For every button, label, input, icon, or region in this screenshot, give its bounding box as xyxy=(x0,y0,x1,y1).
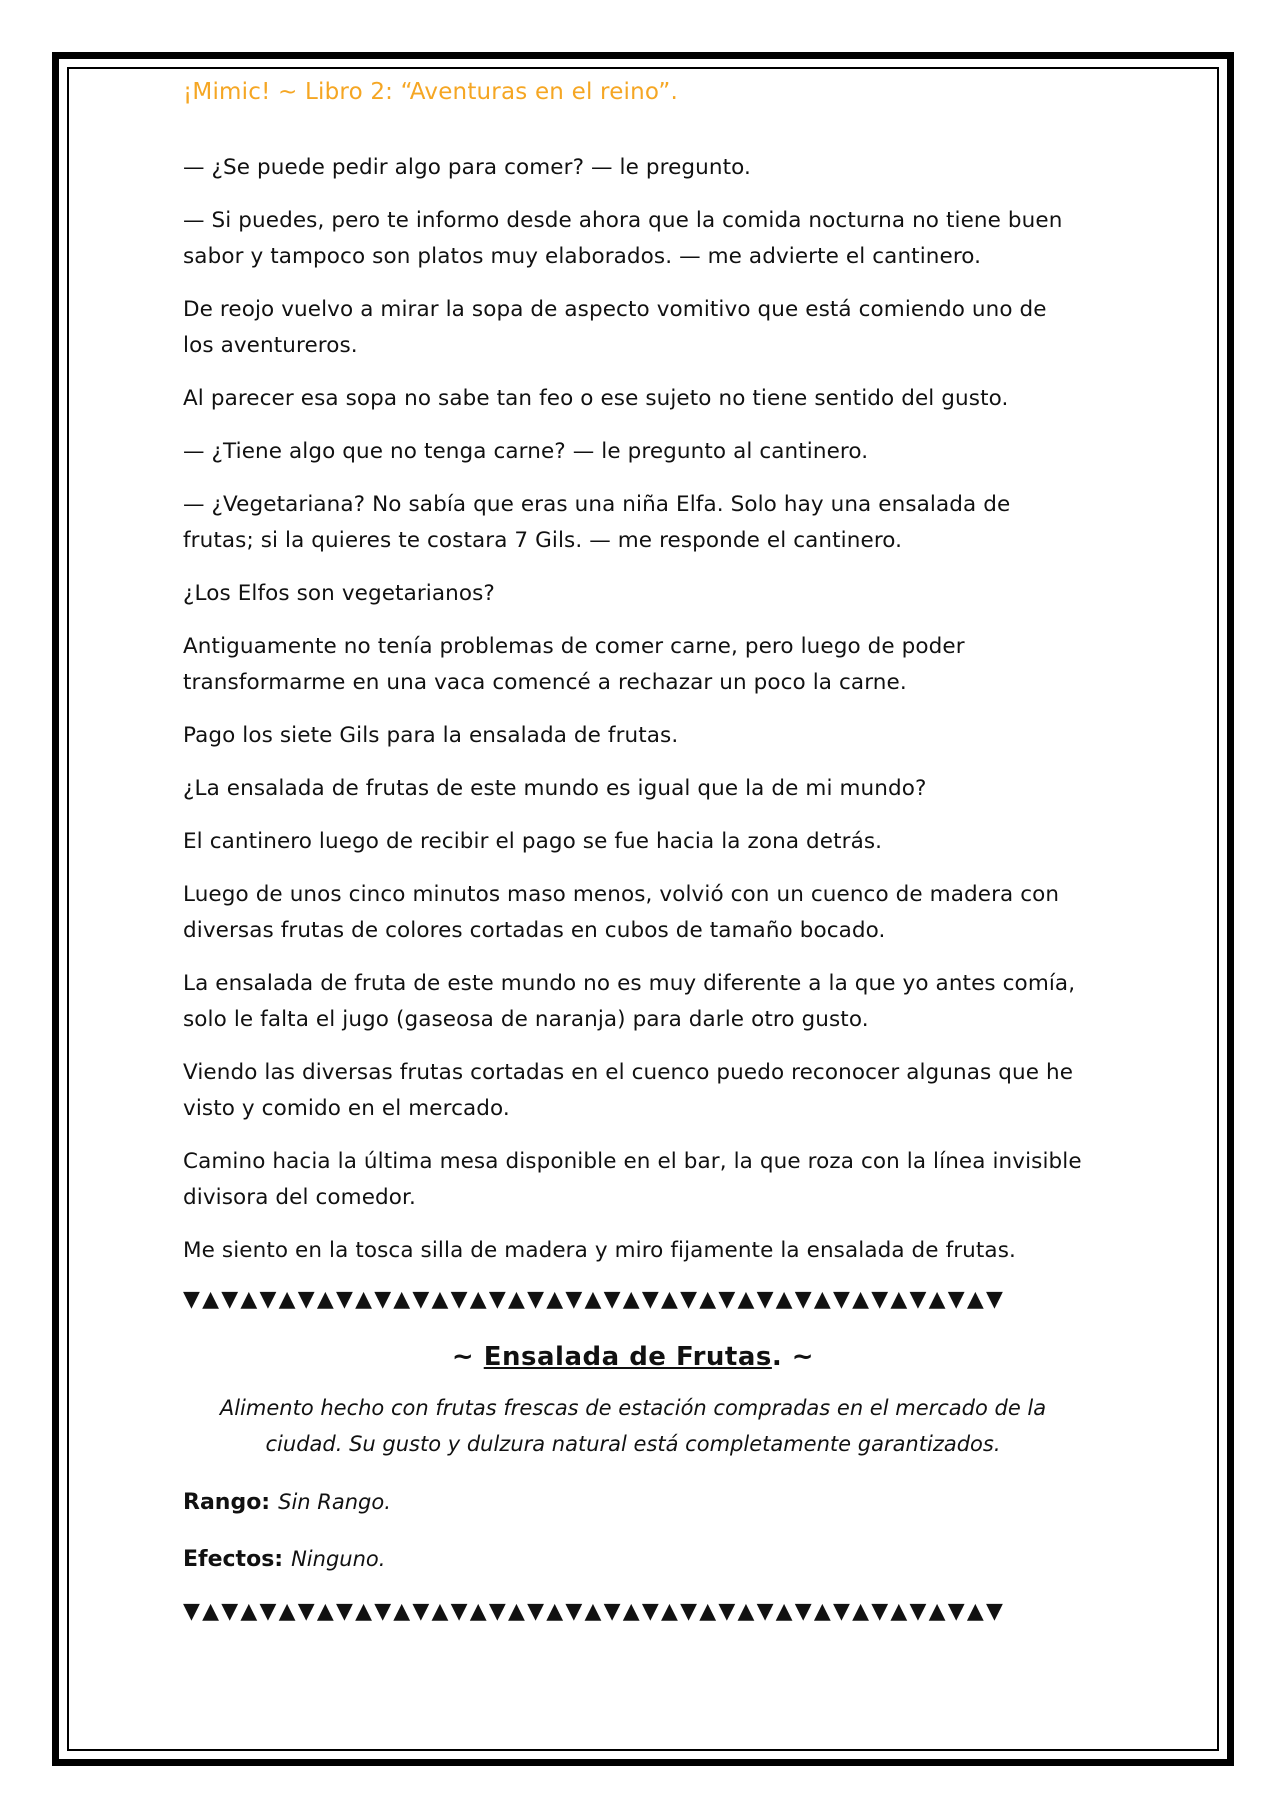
paragraph: La ensalada de fruta de este mundo no es muy diferente a la que yo antes comía, solo le falta el jugo (gaseosa de naranja) para darle otro gusto. xyxy=(183,971,1076,1032)
paragraph: El cantinero luego de recibir el pago se fue hacia la zona detrás. xyxy=(183,829,883,854)
paragraph: — Si puedes, pero te informo desde ahora que la comida nocturna no tiene buen sabor y tampoco son platos muy elaborados. — me advierte el cantinero. xyxy=(183,208,1063,269)
triangle-divider-top: ▼▲▼▲▼▲▼▲▼▲▼▲▼▲▼▲▼▲▼▲▼▲▼▲▼▲▼▲▼▲▼▲▼▲▼▲▼▲▼▲▼▲▼ xyxy=(183,1287,1006,1312)
item-title-suffix: . ~ xyxy=(771,1342,815,1372)
item-effects xyxy=(183,1541,1083,1578)
effects-label: Efectos: xyxy=(183,1547,284,1572)
paragraph: — ¿Tiene algo que no tenga carne? — le pregunto al cantinero. xyxy=(183,439,869,464)
paragraph: — ¿Se puede pedir algo para comer? — le pregunto. xyxy=(183,155,751,180)
item-title-prefix: ~ xyxy=(451,1342,484,1372)
item-card-title xyxy=(183,1342,1083,1372)
effects-value: Ninguno. xyxy=(291,1547,386,1571)
item-description: Alimento hecho con frutas frescas de estación compradas en el mercado de la ciudad. Su gusto y dulzura natural está completamente garantizados. xyxy=(219,1396,1047,1456)
triangle-divider-bottom: ▼▲▼▲▼▲▼▲▼▲▼▲▼▲▼▲▼▲▼▲▼▲▼▲▼▲▼▲▼▲▼▲▼▲▼▲▼▲▼▲▼▲▼ xyxy=(183,1599,1006,1624)
page-content xyxy=(183,72,1083,1626)
running-header: ¡Mimic! ~ Libro 2: “Aventuras en el reino”. xyxy=(183,79,678,105)
paragraph: De reojo vuelvo a mirar la sopa de aspecto vomitivo que está comiendo uno de los aventureros. xyxy=(183,297,1047,358)
paragraph: Viendo las diversas frutas cortadas en el cuenco puedo reconocer algunas que he visto y comido en el mercado. xyxy=(183,1060,1074,1121)
paragraph: ¿Los Elfos son vegetarianos? xyxy=(183,581,495,606)
rank-value: Sin Rango. xyxy=(278,1490,391,1514)
item-rank xyxy=(183,1484,1083,1521)
paragraph: Al parecer esa sopa no sabe tan feo o ese sujeto no tiene sentido del gusto. xyxy=(183,386,1009,411)
paragraph: Me siento en la tosca silla de madera y miro fijamente la ensalada de frutas. xyxy=(183,1238,1016,1263)
paragraph: Luego de unos cinco minutos maso menos, volvió con un cuenco de madera con diversas frutas de colores cortadas en cubos de tamaño bocado. xyxy=(183,882,1060,943)
paragraph: — ¿Vegetariana? No sabía que eras una niña Elfa. Solo hay una ensalada de frutas; si la quieres te costara 7 Gils. — me responde el cantinero. xyxy=(183,492,1011,553)
item-name: Ensalada de Frutas xyxy=(483,1342,772,1372)
paragraph: Pago los siete Gils para la ensalada de frutas. xyxy=(183,723,679,748)
paragraph: ¿La ensalada de frutas de este mundo es igual que la de mi mundo? xyxy=(183,776,927,801)
paragraph: Antiguamente no tenía problemas de comer carne, pero luego de poder transformarme en una vaca comencé a rechazar un poco la carne. xyxy=(183,634,965,695)
paragraph: Camino hacia la última mesa disponible en el bar, la que roza con la línea invisible divisora del comedor. xyxy=(183,1149,1082,1210)
rank-label: Rango: xyxy=(183,1490,271,1515)
